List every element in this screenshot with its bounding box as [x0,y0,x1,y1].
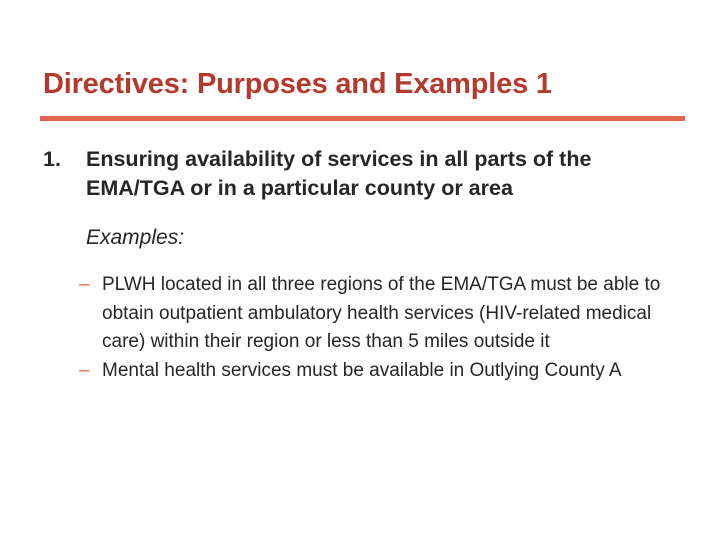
slide-title: Directives: Purposes and Examples 1 [43,68,552,100]
item-number: 1. [43,147,61,171]
examples-label: Examples: [86,226,185,249]
example-text: Mental health services must be available in Outlying County A [102,360,622,382]
title-underline [40,116,685,121]
example-item [79,357,689,386]
item-text: Ensuring availability of services in all parts of the EMA/TGA or in a particular county or area [86,147,592,200]
examples-list [79,271,689,386]
dash-bullet: – [79,360,90,382]
numbered-item-1 [43,145,683,203]
dash-bullet: – [79,274,90,295]
example-text: PLWH located in all three regions of the EMA/TGA must be able to obtain outpatient ambulatory health services (HIV-related medical care) within their region or less than 5 miles outside it [102,274,661,353]
example-item [79,271,689,357]
